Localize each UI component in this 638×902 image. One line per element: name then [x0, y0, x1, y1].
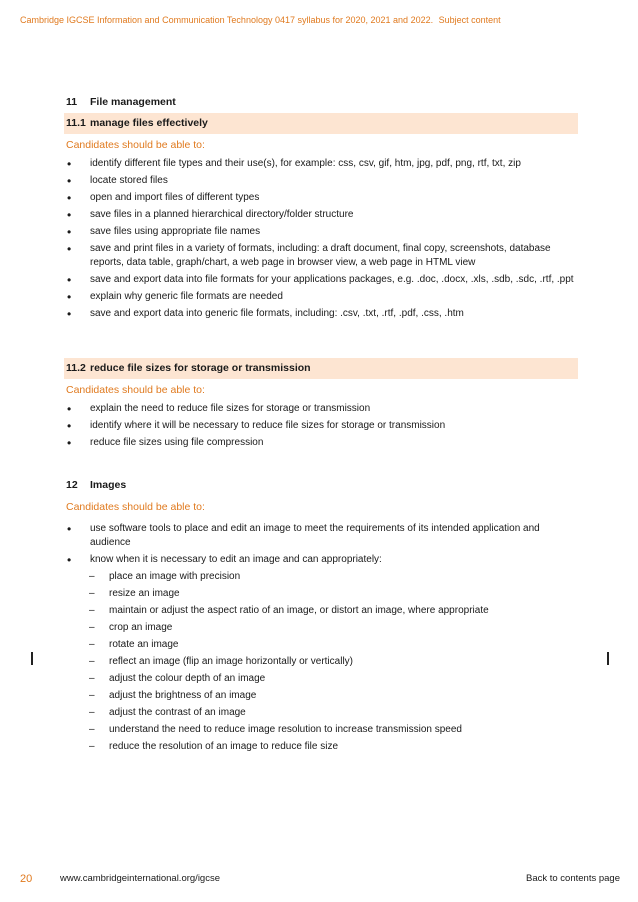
sub-list-item: – place an image with precision — [66, 570, 578, 584]
sub-list-item: – rotate an image — [66, 638, 578, 652]
section-11-2-block — [66, 358, 578, 453]
candidates-label: Candidates should be able to: — [66, 501, 205, 513]
sub-list-item: – adjust the brightness of an image — [66, 689, 578, 703]
list-item: • locate stored files — [66, 174, 578, 188]
list-item: • save files in a planned hierarchical directory/folder structure — [66, 208, 578, 222]
running-header — [20, 15, 501, 25]
back-to-contents-link[interactable]: Back to contents page — [525, 873, 620, 884]
section-11-2-list — [66, 402, 578, 450]
section-12-heading: 12 Images — [66, 479, 127, 491]
list-item: • identify where it will be necessary to reduce file sizes for storage or transmission — [66, 419, 578, 433]
sub-list-item: – understand the need to reduce image resolution to increase transmission speed — [66, 723, 578, 737]
section-11-1-list — [66, 157, 578, 321]
list-item: • save files using appropriate file names — [66, 225, 578, 239]
section-12-block — [66, 475, 578, 757]
list-item: • reduce file sizes using file compression — [66, 436, 578, 450]
left-margin-bar — [31, 652, 33, 665]
header-title: Cambridge IGCSE Information and Communication Technology 0417 syllabus for 2020, 2021 and 2022. — [20, 15, 434, 25]
footer-url-link[interactable]: www.cambridgeinternational.org/igcse — [60, 873, 220, 884]
list-item: • explain the need to reduce file sizes for storage or transmission — [66, 402, 578, 416]
sub-list-item: – resize an image — [66, 587, 578, 601]
section-11-block — [66, 92, 578, 324]
candidates-label: Candidates should be able to: — [66, 384, 205, 396]
section-11-2-heading: 11.2 reduce file sizes for storage or transmission — [64, 358, 578, 379]
page-number: 20 — [20, 873, 33, 885]
list-item: • use software tools to place and edit an image to meet the requirements of its intended application and audience — [66, 522, 578, 550]
list-item: • save and print files in a variety of formats, including: a draft document, final copy, screenshots, database reports, data table, graph/chart, a web page in browser view, a web page in HTML view — [66, 242, 578, 270]
section-12-sublist — [66, 570, 578, 754]
section-12-list — [66, 522, 578, 567]
list-item: • explain why generic file formats are needed — [66, 290, 578, 304]
sub-list-item: – maintain or adjust the aspect ratio of an image, or distort an image, where appropriate — [66, 604, 578, 618]
sub-list-item: – reflect an image (flip an image horizontally or vertically) — [66, 655, 578, 669]
section-11-1-heading: 11.1 manage files effectively — [64, 113, 578, 134]
right-margin-bar — [607, 652, 609, 665]
sub-list-item: – reduce the resolution of an image to reduce file size — [66, 740, 578, 754]
header-subtitle: Subject content — [438, 15, 501, 25]
candidates-label: Candidates should be able to: — [66, 139, 205, 151]
sub-list-item: – adjust the colour depth of an image — [66, 672, 578, 686]
list-item: • save and export data into generic file formats, including: .csv, .txt, .rtf, .pdf, .css, .htm — [66, 307, 578, 321]
list-item: • identify different file types and their use(s), for example: css, csv, gif, htm, jpg, pdf, png, rtf, txt, zip — [66, 157, 578, 171]
list-item: • know when it is necessary to edit an image and can appropriately: — [66, 553, 578, 567]
list-item: • open and import files of different types — [66, 191, 578, 205]
sub-list-item: – adjust the contrast of an image — [66, 706, 578, 720]
section-11-heading: 11 File management — [66, 96, 176, 108]
sub-list-item: – crop an image — [66, 621, 578, 635]
list-item: • save and export data into file formats for your applications packages, e.g. .doc, .docx, .xls, .sdb, .sdc, .rtf, .ppt — [66, 273, 578, 287]
